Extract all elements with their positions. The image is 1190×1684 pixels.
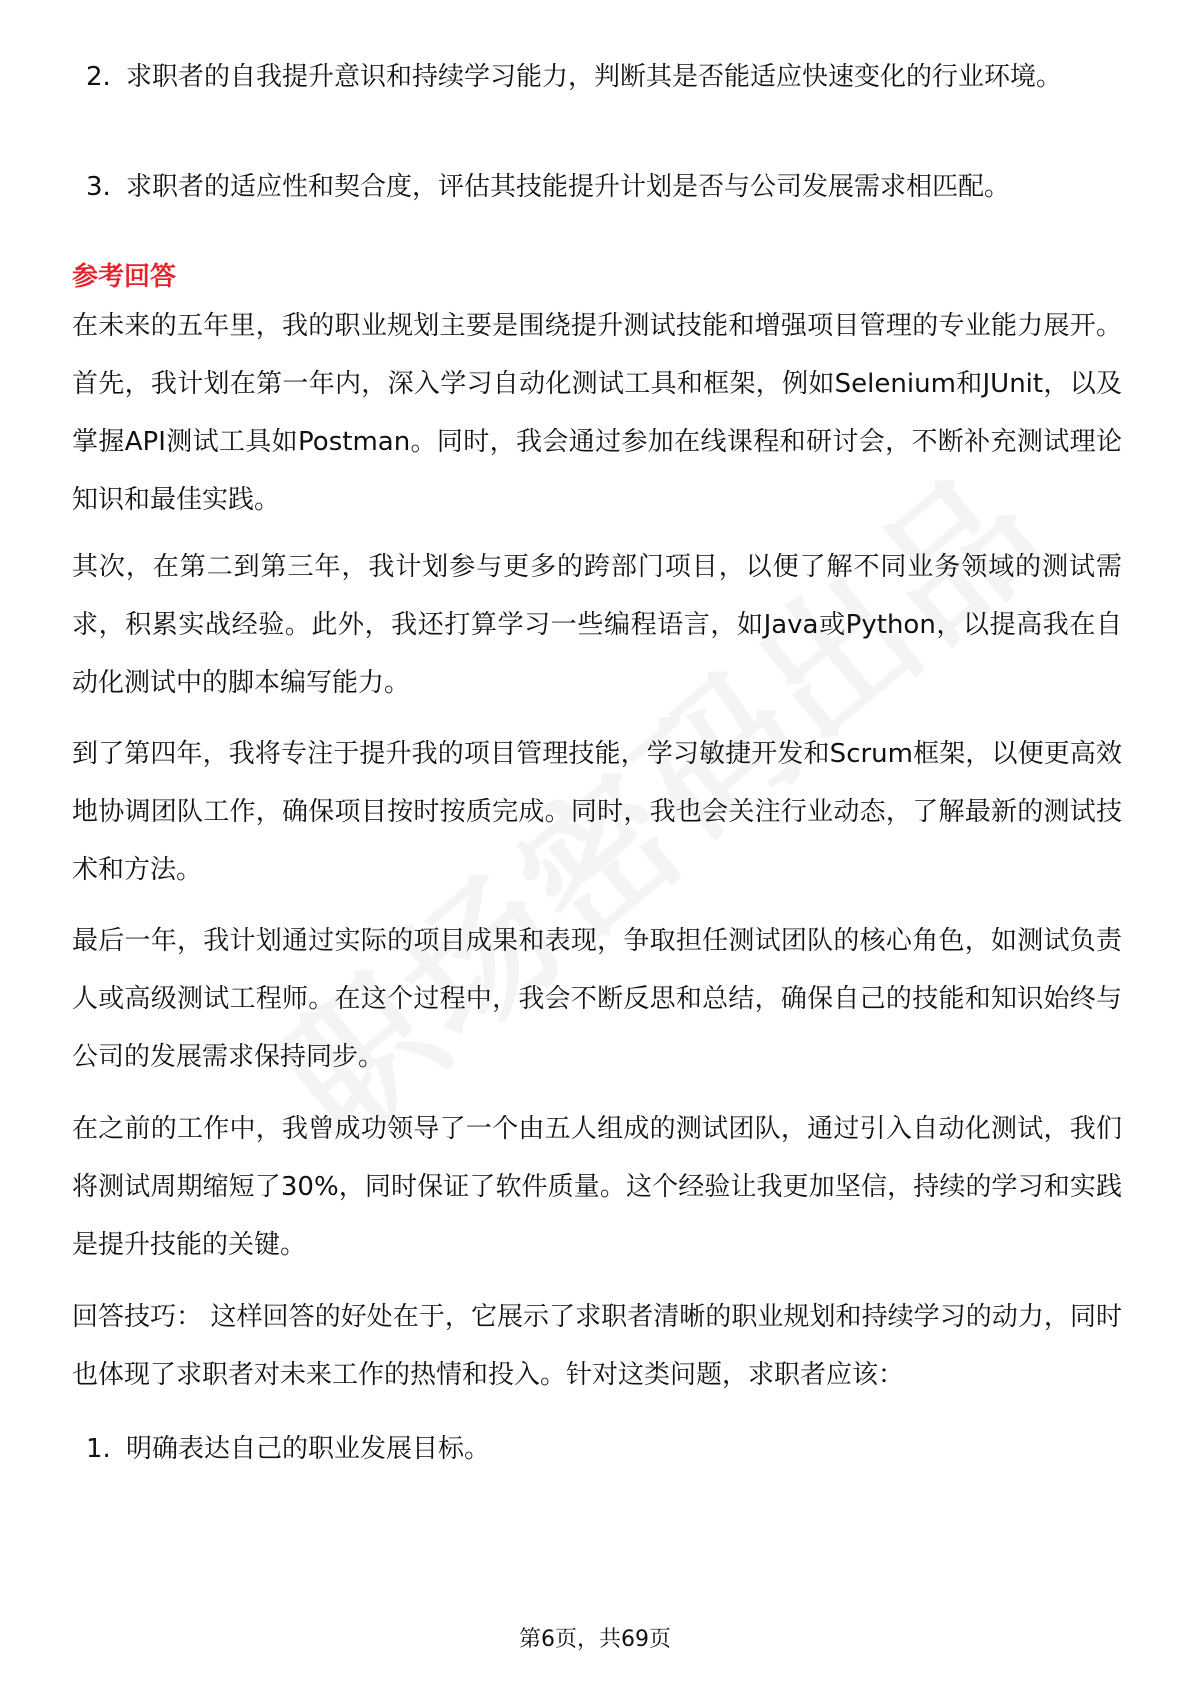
- answer-tips-paragraph: 回答技巧： 这样回答的好处在于，它展示了求职者清晰的职业规划和持续学习的动力，同时也体现了求职者对未来工作的热情和投入。针对这类问题，求职者应该：: [72, 1302, 1122, 1390]
- page-footer: 第6页，共69页: [519, 1627, 671, 1652]
- list-text: 求职者的适应性和契合度，评估其技能提升计划是否与公司发展需求相匹配。: [126, 172, 1011, 202]
- paragraph-2: 其次，在第二到第三年，我计划参与更多的跨部门项目，以便了解不同业务领域的测试需求，积累实战经验。此外，我还打算学习一些编程语言，如Java或Python，以提高我在自动化测试中的脚本编写能力。: [72, 552, 1122, 698]
- paragraph-4: 最后一年，我计划通过实际的项目成果和表现，争取担任测试团队的核心角色，如测试负责人或高级测试工程师。在这个过程中，我会不断反思和总结，确保自己的技能和知识始终与公司的发展需求保持同步。: [72, 926, 1122, 1072]
- paragraph-5: 在之前的工作中，我曾成功领导了一个由五人组成的测试团队，通过引入自动化测试，我们将测试周期缩短了30%，同时保证了软件质量。这个经验让我更加坚信，持续的学习和实践是提升技能的关键。: [72, 1114, 1122, 1260]
- section-heading: 参考回答: [72, 262, 177, 292]
- paragraph-3: 到了第四年，我将专注于提升我的项目管理技能，学习敏捷开发和Scrum框架，以便更高效地协调团队工作，确保项目按时按质完成。同时，我也会关注行业动态，了解最新的测试技术和方法。: [72, 739, 1122, 885]
- list-number: 2.: [86, 62, 111, 92]
- list-number: 3.: [86, 172, 111, 202]
- paragraph-1: 在未来的五年里，我的职业规划主要是围绕提升测试技能和增强项目管理的专业能力展开。首先，我计划在第一年内，深入学习自动化测试工具和框架，例如Selenium和JUnit，以及掌握API测试工具如Postman。同时，我会通过参加在线课程和研讨会，不断补充测试理论知识和最佳实践。: [72, 311, 1122, 515]
- list-number: 1.: [86, 1434, 111, 1464]
- list-text: 明确表达自己的职业发展目标。: [126, 1434, 491, 1464]
- list-text: 求职者的自我提升意识和持续学习能力，判断其是否能适应快速变化的行业环境。: [126, 62, 1063, 92]
